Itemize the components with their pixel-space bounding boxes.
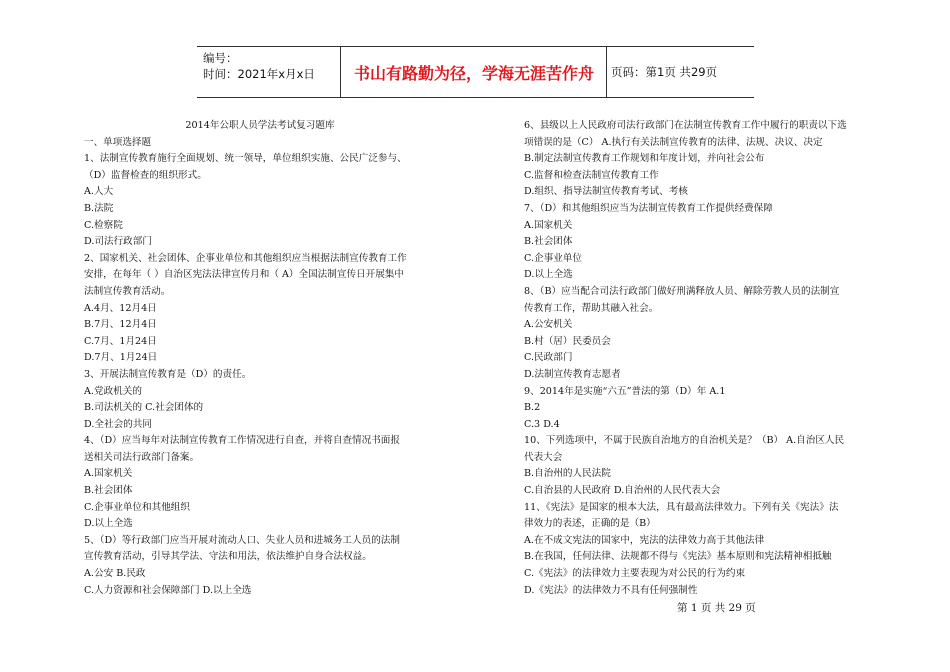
text-line: C.7月、1月24日 [84, 335, 157, 347]
text-line: 5、（D）等行政部门应当开展对流动人口、失业人员和进城务工人员的法制 [84, 534, 400, 546]
text-line: B.社会团体 [524, 236, 573, 248]
text-line: B.法院 [84, 202, 114, 214]
header-divider-left [340, 46, 341, 98]
text-line: A.公安 B.民政 [84, 568, 146, 580]
text-line: （D）监督检查的组织形式。 [84, 169, 207, 181]
text-line: 法制宣传教育活动。 [84, 285, 171, 297]
text-line: B.社会团体 [84, 485, 133, 497]
text-line: A.人大 [84, 186, 114, 198]
text-line: 安排，在每年（ ）自治区宪法法律宣传月和（ A）全国法制宣传日开展集中 [84, 269, 405, 281]
text-line: A.4月、12月4日 [84, 302, 157, 314]
text-line: C.企事业单位 [524, 252, 583, 264]
text-line: 送相关司法行政部门备案。 [84, 451, 200, 463]
text-line: 4、（D）应当每年对法制宣传教育工作情况进行自查，并将自查情况书面报 [84, 435, 400, 447]
header-motto: 书山有路勤为径，学海无涯苦作舟 [353, 64, 594, 83]
text-line: B.制定法制宣传教育工作规划和年度计划，并向社会公布 [524, 153, 765, 165]
page-footer: 第 1 页 共 29 页 [677, 602, 756, 614]
text-line: 8、（B）应当配合司法行政部门做好刑满释放人员、解除劳教人员的法制宣 [524, 285, 840, 297]
text-line: C.人力资源和社会保障部门 D.以上全选 [84, 584, 252, 596]
right-column [524, 118, 876, 599]
text-line: A.国家机关 [84, 468, 133, 480]
text-line: 10、下列选项中，不属于民族自治地方的自治机关是？（B） A.自治区人民 [524, 435, 845, 447]
text-line: D.以上全选 [524, 269, 573, 281]
text-line: 6、县级以上人民政府司法行政部门在法制宣传教育工作中履行的职责以下选 [524, 120, 847, 131]
text-line: B.在我国，任何法律、法规都不得与《宪法》基本原则和宪法精神相抵触 [524, 551, 832, 563]
text-line: C.监督和检查法制宣传教育工作 [524, 169, 659, 181]
header-meta [203, 50, 315, 82]
text-line: 代表大会 [524, 451, 563, 463]
text-line: C.自治县的人民政府 D.自治州的人民代表大会 [524, 485, 721, 497]
left-column [84, 118, 436, 599]
header-divider-right [606, 46, 607, 98]
text-line: D.司法行政部门 [84, 236, 152, 248]
text-line: 宣传教育活动，引导其学法、守法和用法，依法维护自身合法权益。 [84, 551, 372, 563]
text-line: C.企事业单位和其他组织 [84, 501, 190, 513]
serial-label: 编号： [203, 51, 238, 65]
header-top-rule [197, 46, 754, 47]
text-line: 1、法制宣传教育施行全面规划、统一领导，单位组织实施、公民广泛参与、 [84, 153, 407, 165]
text-line: D.组织、指导法制宣传教育考试、考核 [524, 186, 688, 198]
time-label: 时间：2021年x月x日 [203, 67, 315, 81]
text-line: C.民政部门 [524, 352, 573, 364]
text-line: 2、国家机关、社会团体、企事业单位和其他组织应当根据法制宣传教育工作 [84, 252, 407, 264]
text-line: 7、（D）和其他组织应当为法制宣传教育工作提供经费保障 [524, 202, 773, 214]
document-header [197, 46, 754, 98]
text-line: 11、《宪法》是国家的根本大法，具有最高法律效力。下列有关《宪法》法 [524, 501, 839, 513]
text-line: D.《宪法》的法律效力不具有任何强制性 [524, 584, 698, 596]
text-line: 项错误的是（C） A.执行有关法制宣传教育的法律、法规、决议、决定 [524, 136, 823, 148]
text-line: D.7月、1月24日 [84, 352, 158, 364]
text-line: 一、单项选择题 [84, 136, 152, 148]
text-line: C.检察院 [84, 219, 123, 231]
text-line: A.公安机关 [524, 319, 573, 331]
text-line: C.《宪法》的法律效力主要表现为对公民的行为约束 [524, 568, 746, 580]
text-line: 传教育工作，帮助其融入社会。 [524, 302, 659, 314]
text-line: A.国家机关 [524, 219, 573, 231]
text-line: A.党政机关的 [84, 385, 142, 397]
text-line: B.司法机关的 C.社会团体的 [84, 402, 204, 414]
text-line: 3、开展法制宣传教育是（D）的责任。 [84, 368, 252, 380]
text-line: B.村（居）民委员会 [524, 335, 611, 347]
text-line: B.自治州的人民法院 [524, 468, 611, 480]
document-title: 2014年公职人员学法考试复习题库 [185, 120, 335, 131]
text-line: 9、2014年是实施“六五”普法的第（D）年 A.1 [524, 385, 726, 397]
text-line: D.全社会的共同 [84, 418, 152, 430]
text-line: 律效力的表述，正确的是（B） [524, 518, 656, 530]
text-line: B.2 [524, 402, 541, 414]
text-line: D.法制宣传教育志愿者 [524, 368, 621, 380]
text-line: A.在不成文宪法的国家中，宪法的法律效力高于其他法律 [524, 534, 765, 546]
text-line: B.7月、12月4日 [84, 319, 157, 331]
header-bottom-rule [197, 97, 754, 98]
text-line: D.以上全选 [84, 518, 133, 530]
header-page-code: 页码：第1页 共29页 [611, 65, 718, 79]
text-line: C.3 D.4 [524, 418, 560, 430]
